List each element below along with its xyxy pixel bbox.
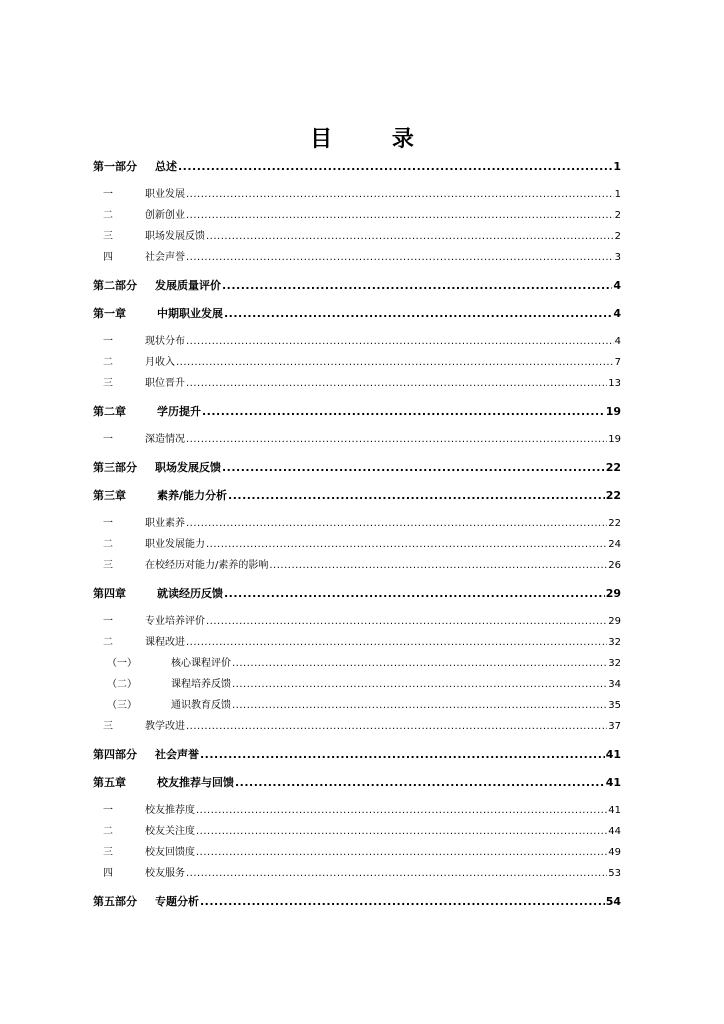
toc-entry-section[interactable] — [93, 377, 621, 391]
toc-entry-number: 二 — [103, 637, 113, 648]
toc-entry-number: 一 — [103, 434, 113, 445]
toc-dot-leader — [186, 188, 614, 202]
toc-entry-number: 四 — [103, 868, 113, 879]
toc-dot-leader — [206, 230, 614, 244]
toc-entry-number: 第三部分 — [93, 461, 137, 474]
toc-entry-number: 第一章 — [93, 307, 126, 320]
toc-dot-leader — [222, 461, 605, 475]
toc-entry-number: 四 — [103, 252, 113, 263]
toc-entry-section[interactable] — [93, 825, 621, 839]
toc-entry-title: 社会声誉 — [155, 748, 199, 761]
toc-entry-title: 校友推荐度 — [145, 805, 195, 816]
toc-entry-number: 三 — [103, 721, 113, 732]
toc-dot-leader — [186, 636, 607, 650]
toc-entry-title: 校友回馈度 — [145, 847, 195, 858]
toc-entry-section[interactable] — [93, 209, 621, 223]
toc-dot-leader — [186, 517, 607, 531]
toc-entry-title: 职场发展反馈 — [145, 231, 205, 242]
toc-entry-page: 7 — [614, 357, 621, 368]
toc-dot-leader — [186, 209, 614, 223]
toc-entry-number: 一 — [103, 336, 113, 347]
toc-entry-section[interactable] — [93, 559, 621, 573]
toc-dot-leader — [200, 748, 605, 762]
toc-dot-leader — [196, 846, 607, 860]
toc-entry-page: 32 — [608, 637, 621, 648]
toc-entry-section[interactable] — [93, 538, 621, 552]
toc-entry-number: 第五部分 — [93, 895, 137, 908]
toc-entry-subsection[interactable] — [93, 699, 621, 713]
toc-entry-title: 创新创业 — [145, 210, 185, 221]
toc-entry-part[interactable] — [93, 279, 621, 293]
toc-entry-page: 19 — [605, 405, 621, 418]
toc-entry-section[interactable] — [93, 720, 621, 734]
toc-entry-title: 现状分布 — [145, 336, 185, 347]
toc-dot-leader — [186, 433, 607, 447]
toc-entry-part[interactable] — [93, 160, 621, 174]
toc-entry-number: 二 — [103, 357, 113, 368]
toc-entry-section[interactable] — [93, 867, 621, 881]
toc-dot-leader — [232, 678, 607, 692]
toc-dot-leader — [232, 699, 607, 713]
toc-entry-title: 校友服务 — [145, 868, 185, 879]
toc-dot-leader — [224, 307, 612, 321]
toc-entry-page: 1 — [614, 189, 621, 200]
toc-entry-title: 课程改进 — [145, 637, 185, 648]
toc-entry-number: （一） — [107, 658, 137, 669]
toc-entry-number: （三） — [107, 700, 137, 711]
toc-entry-section[interactable] — [93, 188, 621, 202]
toc-entry-number: 第四部分 — [93, 748, 137, 761]
toc-entry-page: 34 — [608, 679, 621, 690]
toc-entry-title: 核心课程评价 — [171, 658, 231, 669]
toc-entry-section[interactable] — [93, 433, 621, 447]
toc-entry-title: 发展质量评价 — [155, 279, 221, 292]
toc-dot-leader — [186, 867, 607, 881]
toc-entry-number: 一 — [103, 518, 113, 529]
toc-entry-title: 专业培养评价 — [145, 616, 205, 627]
toc-dot-leader — [196, 804, 607, 818]
toc-dot-leader — [232, 657, 607, 671]
toc-entry-number: 三 — [103, 847, 113, 858]
toc-entry-section[interactable] — [93, 636, 621, 650]
toc-dot-leader — [178, 160, 612, 174]
toc-entry-title: 月收入 — [145, 357, 175, 368]
toc-entry-page: 2 — [614, 231, 621, 242]
toc-entry-number: （二） — [107, 679, 137, 690]
toc-entry-number: 第一部分 — [93, 160, 137, 173]
toc-entry-page: 13 — [608, 378, 621, 389]
toc-entry-title: 中期职业发展 — [157, 307, 223, 320]
toc-entry-title: 通识教育反馈 — [171, 700, 231, 711]
toc-entry-page: 4 — [614, 336, 621, 347]
toc-entry-title: 职业素养 — [145, 518, 185, 529]
toc-entry-number: 一 — [103, 616, 113, 627]
toc-entry-number: 一 — [103, 805, 113, 816]
toc-entry-page: 41 — [605, 748, 621, 761]
toc-entry-page: 22 — [608, 518, 621, 529]
toc-dot-leader — [206, 615, 607, 629]
toc-entry-page: 35 — [608, 700, 621, 711]
toc-entry-page: 29 — [608, 616, 621, 627]
toc-entry-page: 49 — [608, 847, 621, 858]
toc-entry-title: 教学改进 — [145, 721, 185, 732]
toc-dot-leader — [206, 538, 607, 552]
toc-entry-page: 19 — [608, 434, 621, 445]
toc-entry-chapter[interactable] — [93, 587, 621, 601]
toc-entry-title: 课程培养反馈 — [171, 679, 231, 690]
toc-entry-number: 三 — [103, 378, 113, 389]
toc-entry-section[interactable] — [93, 804, 621, 818]
toc-entry-page: 26 — [608, 560, 621, 571]
toc-dot-leader — [186, 377, 607, 391]
toc-dot-leader — [224, 587, 605, 601]
toc-entry-title: 职业发展 — [145, 189, 185, 200]
toc-entry-subsection[interactable] — [93, 657, 621, 671]
toc-entry-number: 第三章 — [93, 489, 126, 502]
toc-entry-title: 深造情况 — [145, 434, 185, 445]
toc-entry-page: 37 — [608, 721, 621, 732]
toc-entry-number: 一 — [103, 189, 113, 200]
toc-entry-title: 学历提升 — [157, 405, 201, 418]
toc-entry-page: 44 — [608, 826, 621, 837]
toc-entry-title: 素养/能力分析 — [157, 489, 228, 502]
toc-entry-section[interactable] — [93, 517, 621, 531]
toc-entry-chapter[interactable] — [93, 776, 621, 790]
toc-entry-title: 就读经历反馈 — [157, 587, 223, 600]
toc-dot-leader — [186, 251, 614, 265]
toc-entry-section[interactable] — [93, 230, 621, 244]
toc-entry-number: 第五章 — [93, 776, 126, 789]
toc-entry-section[interactable] — [93, 335, 621, 349]
toc-entry-section[interactable] — [93, 251, 621, 265]
toc-entry-number: 三 — [103, 560, 113, 571]
toc-entry-part[interactable] — [93, 461, 621, 475]
toc-entry-title: 校友推荐与回馈 — [157, 776, 234, 789]
toc-entry-title: 专题分析 — [155, 895, 199, 908]
toc-entry-page: 29 — [605, 587, 621, 600]
toc-entry-number: 二 — [103, 539, 113, 550]
toc-entry-section[interactable] — [93, 846, 621, 860]
toc-dot-leader — [202, 405, 605, 419]
toc-dot-leader — [200, 895, 605, 909]
toc-entry-number: 第二部分 — [93, 279, 137, 292]
toc-entry-page: 22 — [605, 461, 621, 474]
toc-entry-page: 4 — [613, 307, 621, 320]
toc-entry-page: 22 — [605, 489, 621, 502]
toc-entry-section[interactable] — [93, 615, 621, 629]
toc-entry-page: 32 — [608, 658, 621, 669]
toc-entry-page: 3 — [614, 252, 621, 263]
toc-dot-leader — [176, 356, 614, 370]
toc-entry-part[interactable] — [93, 895, 621, 909]
toc-entry-title: 社会声誉 — [145, 252, 185, 263]
toc-dot-leader — [186, 720, 607, 734]
toc-entry-chapter[interactable] — [93, 489, 621, 503]
toc-dot-leader — [222, 279, 612, 293]
toc-entry-page: 54 — [605, 895, 621, 908]
toc-entry-page: 4 — [613, 279, 621, 292]
toc-dot-leader — [228, 489, 605, 503]
toc-entry-number: 二 — [103, 826, 113, 837]
toc-entry-section[interactable] — [93, 356, 621, 370]
toc-entry-page: 41 — [605, 776, 621, 789]
toc-entry-page: 24 — [608, 539, 621, 550]
toc-entry-title: 职场发展反馈 — [155, 461, 221, 474]
toc-entry-page: 2 — [614, 210, 621, 221]
toc-dot-leader — [196, 825, 607, 839]
toc-title: 目 录 — [310, 126, 440, 152]
toc-dot-leader — [269, 559, 607, 573]
toc-entry-page: 41 — [608, 805, 621, 816]
toc-entry-chapter[interactable] — [93, 405, 621, 419]
toc-entry-number: 三 — [103, 231, 113, 242]
toc-entry-number: 二 — [103, 210, 113, 221]
toc-entry-title: 校友关注度 — [145, 826, 195, 837]
toc-entry-title: 在校经历对能力/素养的影响 — [145, 560, 269, 571]
toc-entry-page: 1 — [613, 160, 621, 173]
toc-dot-leader — [186, 335, 614, 349]
toc-entry-part[interactable] — [93, 748, 621, 762]
toc-entry-chapter[interactable] — [93, 307, 621, 321]
toc-entry-page: 53 — [608, 868, 621, 879]
toc-dot-leader — [235, 776, 605, 790]
toc-entry-subsection[interactable] — [93, 678, 621, 692]
toc-entry-title: 职业发展能力 — [145, 539, 205, 550]
toc-entry-title: 职位晋升 — [145, 378, 185, 389]
toc-entry-number: 第四章 — [93, 587, 126, 600]
toc-entry-title: 总述 — [155, 160, 177, 173]
toc-entry-number: 第二章 — [93, 405, 126, 418]
